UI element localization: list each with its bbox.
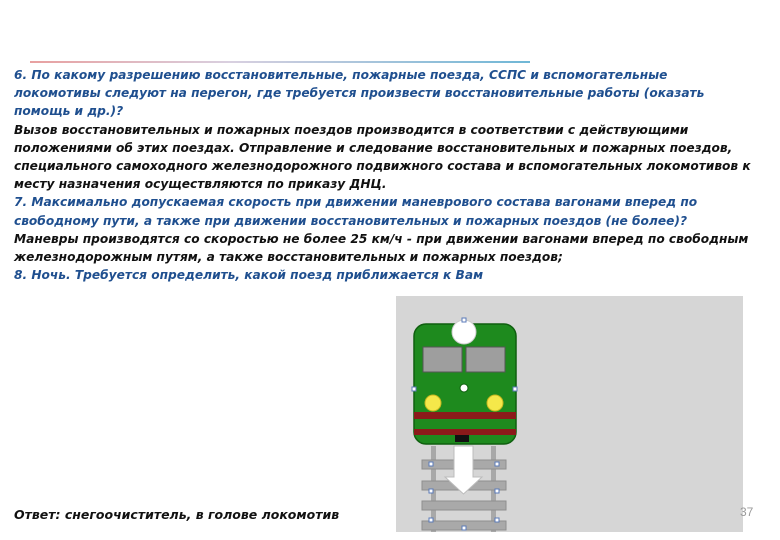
answer-line: Вызов восстановительных и пожарных поездов производится в соответствии с действующими	[14, 122, 689, 137]
question-line: помощь и др.)?	[14, 104, 124, 119]
question-line: свободному пути, а также при движении восстановительных и пожарных поездов (не более)?	[14, 213, 688, 228]
locomotive-night-signals-icon	[396, 296, 743, 532]
right-signal-light	[487, 395, 503, 411]
question-line: 7. Максимально допускаемая скорость при движении маневрового состава вагонами вперед по	[14, 195, 698, 210]
title-accent-line	[30, 61, 530, 63]
answer-text: Ответ: снегоочиститель, в голове локомотив	[14, 507, 340, 522]
left-signal-light	[425, 395, 441, 411]
center-lamp	[460, 384, 468, 392]
question-line: 6. По какому разрешению восстановительные, пожарные поезда, ССПС и вспомогательные	[14, 68, 668, 82]
answer-line: положениями об этих поездах. Отправление и следование восстановительных и пожарных поездов,	[14, 140, 733, 155]
question-line: локомотивы следуют на перегон, где требуется произвести восстановительные работы (оказать	[14, 86, 705, 101]
lower-beam	[414, 429, 516, 435]
answer-line: специального самоходного железнодорожного подвижного состава и вспомогательных локомотивов к	[14, 159, 751, 174]
top-headlight	[452, 320, 476, 344]
right-window	[466, 347, 505, 372]
buffer-beam	[414, 412, 516, 419]
slide-body-text	[14, 66, 766, 284]
page-number: 37	[740, 505, 754, 519]
coupler	[455, 435, 469, 442]
answer-line: железнодорожным путям, а также восстановительных и пожарных поездов;	[14, 250, 563, 265]
question-line: 8. Ночь. Требуется определить, какой поезд приближается к Вам	[14, 268, 484, 283]
answer-line: месту назначения осуществляются по приказу ДНЦ.	[14, 177, 387, 192]
left-window	[423, 347, 462, 372]
locomotive-illustration	[396, 296, 743, 532]
answer-line: Маневры производятся со скоростью не более 25 км/ч - при движении вагонами вперед по свободным	[14, 231, 749, 246]
